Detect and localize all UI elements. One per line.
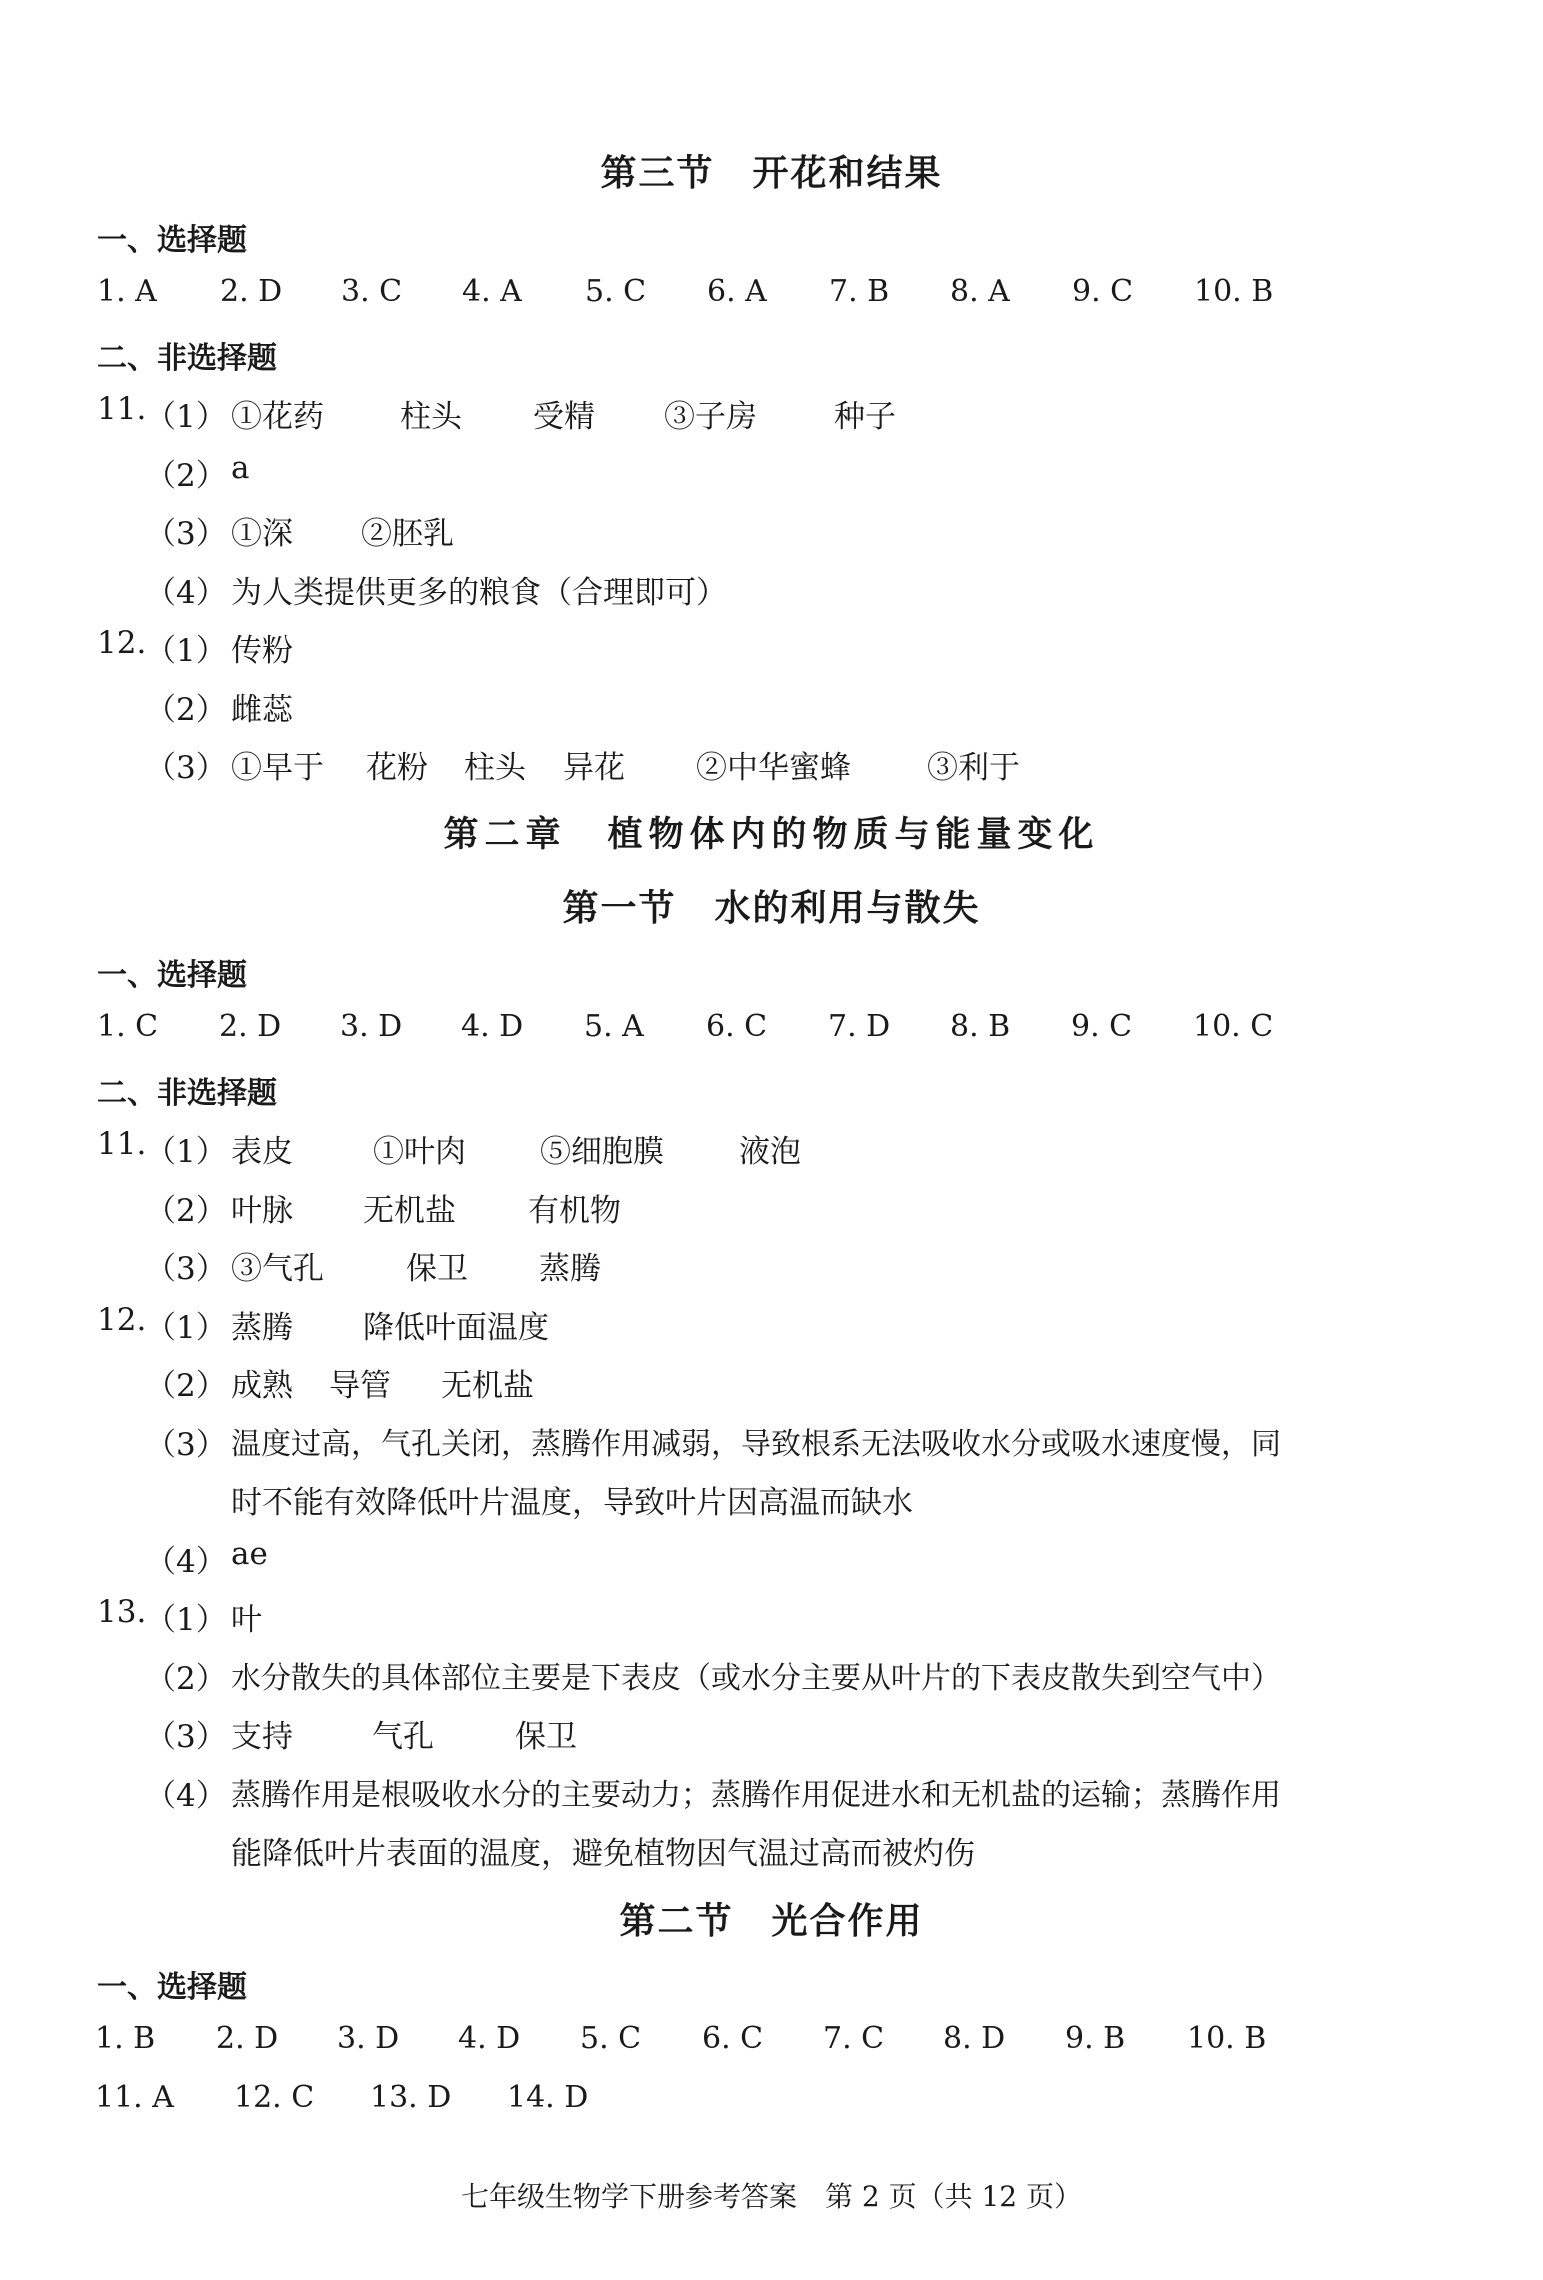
answer-item: 液泡 xyxy=(739,1134,801,1170)
answer-item: 有机物 xyxy=(528,1193,621,1229)
part-label: （2） xyxy=(145,692,227,728)
answer-item: 无机盐 xyxy=(441,1368,534,1404)
question-number: 12. xyxy=(97,1302,147,1338)
answer-item: 表皮 xyxy=(231,1134,293,1170)
part-label: （2） xyxy=(145,1193,227,1229)
answer-item: 6. A xyxy=(707,274,767,309)
question-number: 12. xyxy=(97,625,147,661)
answer-item: 支持 xyxy=(231,1719,293,1755)
part-label: （4） xyxy=(145,575,227,611)
answer-item: 降低叶面温度 xyxy=(363,1310,549,1346)
answer-item: 导管 xyxy=(329,1368,391,1404)
answer-item: 2. D xyxy=(219,1009,282,1044)
answer-item: 5. C xyxy=(585,274,647,309)
choice-heading: 一、选择题 xyxy=(97,958,247,993)
answer-item: 10. C xyxy=(1193,1009,1274,1044)
answer-item: 1. A xyxy=(97,274,157,309)
answer-text: 蒸腾作用是根吸收水分的主要动力；蒸腾作用促进水和无机盐的运输；蒸腾作用 xyxy=(231,1778,1281,1813)
answer-text: 为人类提供更多的粮食（合理即可） xyxy=(231,575,727,611)
choice-heading: 一、选择题 xyxy=(97,223,247,258)
question-number: 11. xyxy=(97,391,147,427)
answer-item: 6. C xyxy=(702,2021,764,2056)
answer-item: 叶脉 xyxy=(231,1193,293,1229)
section-title: 第三节 开花和结果 xyxy=(600,153,943,194)
nonchoice-heading: 二、非选择题 xyxy=(97,1076,277,1111)
part-label: （1） xyxy=(145,1134,227,1170)
part-label: （1） xyxy=(145,633,227,669)
chapter-title: 第二章 植物体内的物质与能量变化 xyxy=(443,815,1100,855)
answer-item: ③利于 xyxy=(927,750,1020,786)
answer-item: ①叶肉 xyxy=(373,1134,466,1170)
answer-item: 7. C xyxy=(823,2021,885,2056)
answer-item: 14. D xyxy=(507,2080,589,2115)
answer-item: 7. B xyxy=(829,274,890,309)
answer-item: 6. C xyxy=(706,1009,768,1044)
answer-item: 3. D xyxy=(337,2021,400,2056)
answer-text: a xyxy=(231,450,250,486)
answer-item: 气孔 xyxy=(372,1719,434,1755)
answer-item: 蒸腾 xyxy=(231,1310,293,1346)
answer-item: 2. D xyxy=(220,274,283,309)
answer-item: 异花 xyxy=(563,750,625,786)
answer-item: 10. B xyxy=(1187,2021,1267,2056)
answer-continuation: 能降低叶片表面的温度，避免植物因气温过高而被灼伤 xyxy=(231,1836,975,1872)
answer-text: 温度过高，气孔关闭，蒸腾作用减弱，导致根系无法吸收水分或吸水速度慢，同 xyxy=(231,1427,1281,1462)
answer-item: 8. D xyxy=(943,2021,1006,2056)
answer-item: ②胚乳 xyxy=(361,516,454,552)
answer-item: 12. C xyxy=(234,2080,315,2115)
answer-item: 2. D xyxy=(216,2021,279,2056)
answer-item: 9. C xyxy=(1071,1009,1133,1044)
answer-item: 4. A xyxy=(462,274,522,309)
part-label: （4） xyxy=(145,1778,227,1814)
answer-item: 4. D xyxy=(461,1009,524,1044)
answer-item: 保卫 xyxy=(515,1719,577,1755)
answer-item: 10. B xyxy=(1194,274,1274,309)
answer-item: 9. B xyxy=(1065,2021,1126,2056)
answer-item: 5. C xyxy=(580,2021,642,2056)
answer-item: ⑤细胞膜 xyxy=(540,1134,664,1170)
answer-item: 受精 xyxy=(533,399,595,435)
answer-item: 9. C xyxy=(1072,274,1134,309)
choice-heading: 一、选择题 xyxy=(97,1970,247,2005)
answer-item: 5. A xyxy=(584,1009,644,1044)
part-label: （3） xyxy=(145,1719,227,1755)
part-label: （3） xyxy=(145,1251,227,1287)
page-footer: 七年级生物学下册参考答案 第 2 页（共 12 页） xyxy=(460,2180,1083,2213)
part-label: （3） xyxy=(145,516,227,552)
answer-continuation: 时不能有效降低叶片温度，导致叶片因高温而缺水 xyxy=(231,1485,913,1521)
answer-text: ae xyxy=(231,1536,268,1572)
part-label: （2） xyxy=(145,1661,227,1697)
part-label: （1） xyxy=(145,1310,227,1346)
part-label: （2） xyxy=(145,458,227,494)
part-label: （1） xyxy=(145,399,227,435)
answer-item: 柱头 xyxy=(464,750,526,786)
section-title: 第二节 光合作用 xyxy=(619,1901,924,1942)
answer-item: 蒸腾 xyxy=(539,1251,601,1287)
section-title: 第一节 水的利用与散失 xyxy=(562,888,981,929)
answer-item: 柱头 xyxy=(400,399,462,435)
answer-text: 叶 xyxy=(231,1602,262,1638)
answer-item: 11. A xyxy=(95,2080,174,2115)
question-number: 13. xyxy=(97,1594,147,1630)
answer-item: ③气孔 xyxy=(231,1251,324,1287)
answer-text: 传粉 xyxy=(231,633,293,669)
answer-item: 4. D xyxy=(458,2021,521,2056)
answer-text: 雌蕊 xyxy=(231,692,293,728)
answer-item: 13. D xyxy=(370,2080,452,2115)
part-label: （3） xyxy=(145,750,227,786)
part-label: （1） xyxy=(145,1602,227,1638)
answer-item: 1. B xyxy=(95,2021,156,2056)
answer-item: ①花药 xyxy=(231,399,324,435)
part-label: （2） xyxy=(145,1368,227,1404)
answer-item: 成熟 xyxy=(231,1368,293,1404)
answer-item: ③子房 xyxy=(664,399,757,435)
answer-item: 1. C xyxy=(97,1009,159,1044)
answer-item: 保卫 xyxy=(406,1251,468,1287)
answer-item: ①早于 xyxy=(231,750,324,786)
part-label: （3） xyxy=(145,1427,227,1463)
answer-item: ①深 xyxy=(231,516,293,552)
nonchoice-heading: 二、非选择题 xyxy=(97,341,277,376)
answer-item: 花粉 xyxy=(366,750,428,786)
answer-item: 8. A xyxy=(950,274,1010,309)
answer-item: 3. D xyxy=(340,1009,403,1044)
answer-item: 种子 xyxy=(834,399,896,435)
part-label: （4） xyxy=(145,1544,227,1580)
answer-item: 无机盐 xyxy=(363,1193,456,1229)
answer-item: 7. D xyxy=(828,1009,891,1044)
answer-item: ②中华蜜蜂 xyxy=(696,750,851,786)
question-number: 11. xyxy=(97,1126,147,1162)
answer-text: 水分散失的具体部位主要是下表皮（或水分主要从叶片的下表皮散失到空气中） xyxy=(231,1661,1281,1696)
answer-item: 3. C xyxy=(341,274,403,309)
answer-item: 8. B xyxy=(950,1009,1011,1044)
